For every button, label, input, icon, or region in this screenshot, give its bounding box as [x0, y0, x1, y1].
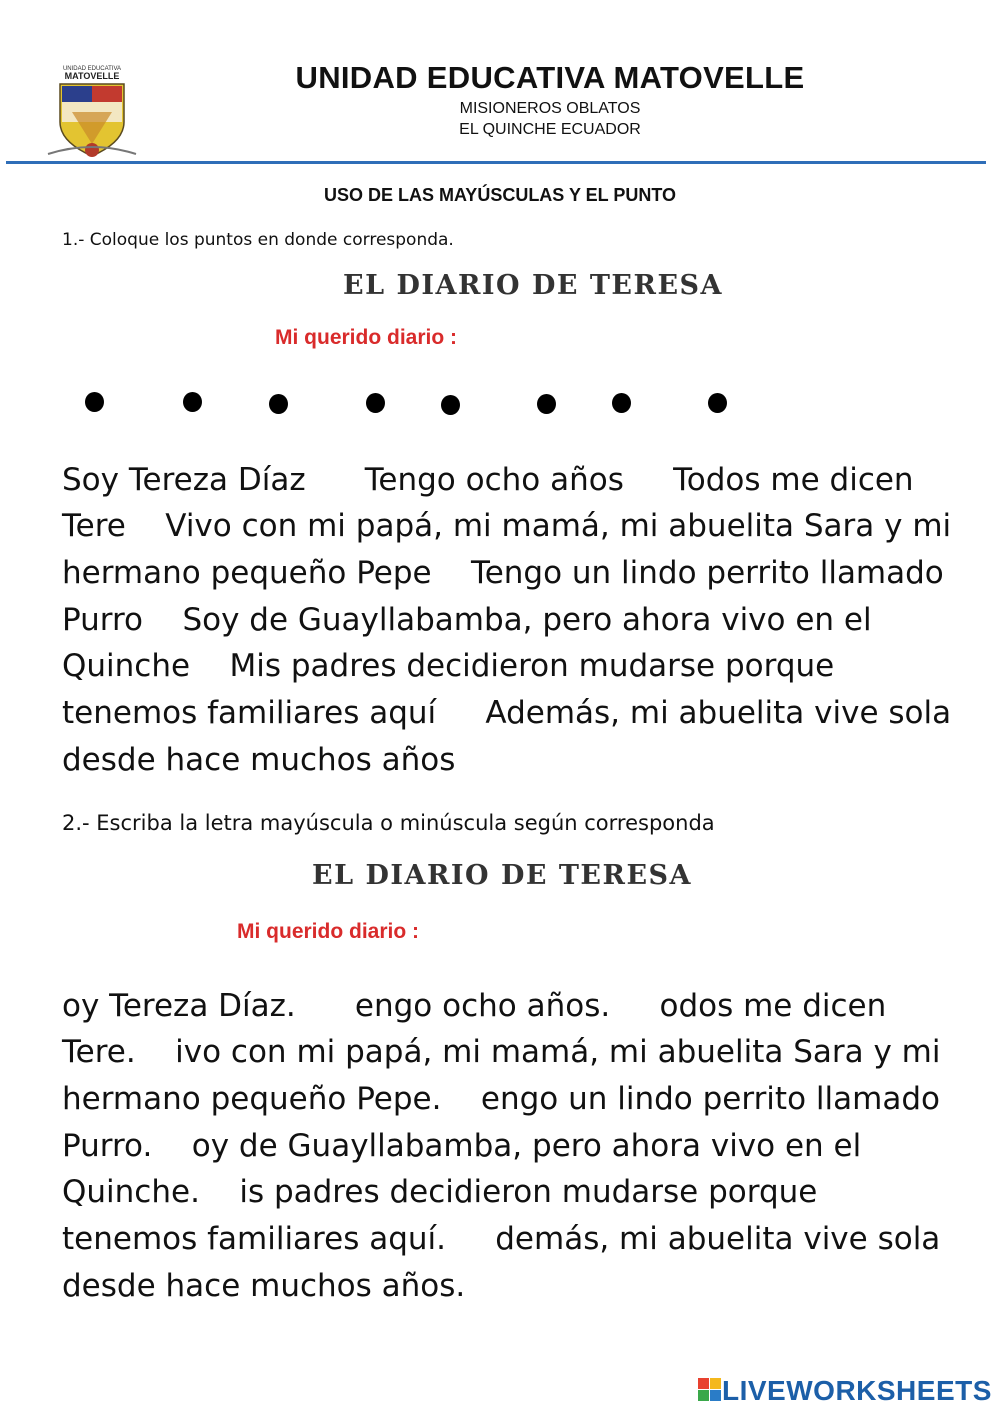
draggable-period-dot[interactable] — [708, 393, 727, 413]
draggable-period-dot[interactable] — [441, 395, 460, 415]
exercise-2-text-line: Purro. oy de Guayllabamba, pero ahora vivo en el — [62, 1128, 862, 1164]
liveworksheets-brand[interactable]: LIVEWORKSHEETS — [722, 1375, 992, 1406]
exercise-1-text-line: desde hace muchos años — [62, 742, 456, 778]
exercise-2-greeting: Mi querido diario : — [237, 920, 419, 943]
exercise-2-instruction: 2.- Escriba la letra mayúscula o minúscula según corresponda — [62, 811, 715, 835]
exercise-1-text-line: Quinche Mis padres decidieron mudarse porque — [62, 648, 835, 684]
exercise-1-text-line: Tere Vivo con mi papá, mi mamá, mi abuelita Sara y mi — [62, 508, 952, 544]
exercise-1-text-line: Purro Soy de Guayllabamba, pero ahora vivo en el — [62, 602, 872, 638]
header-divider — [6, 161, 986, 164]
worksheet-title: USO DE LAS MAYÚSCULAS Y EL PUNTO — [323, 185, 677, 205]
draggable-period-dot[interactable] — [85, 392, 104, 412]
exercise-2-text-line: desde hace muchos años. — [62, 1268, 466, 1304]
exercise-1-text-line: hermano pequeño Pepe Tengo un lindo perrito llamado — [62, 555, 944, 591]
exercise-1-instruction: 1.- Coloque los puntos en donde corresponda. — [62, 230, 454, 250]
liveworksheets-logo-icon — [698, 1378, 722, 1402]
exercise-1-text-line: Soy Tereza Díaz Tengo ocho años Todos me dicen — [62, 462, 914, 498]
exercise-1-greeting: Mi querido diario : — [275, 326, 457, 349]
exercise-2-text-line: tenemos familiares aquí. demás, mi abuelita vive sola — [62, 1221, 941, 1257]
school-subtitle-2: EL QUINCHE ECUADOR — [459, 121, 641, 138]
exercise-2-diary-title: EL DIARIO DE TERESA — [312, 860, 692, 891]
exercise-2-text-line: Quinche. is padres decidieron mudarse porque — [62, 1174, 818, 1210]
logo-text-top: UNIDAD EDUCATIVA — [62, 66, 122, 72]
exercise-2-text-line: Tere. ivo con mi papá, mi mamá, mi abuelita Sara y mi — [62, 1034, 941, 1070]
school-name: UNIDAD EDUCATIVA MATOVELLE — [295, 60, 805, 95]
school-subtitle-1: MISIONEROS OBLATOS — [459, 100, 641, 117]
draggable-period-dot[interactable] — [366, 393, 385, 413]
exercise-2-text-line: hermano pequeño Pepe. engo un lindo perrito llamado — [62, 1081, 940, 1117]
exercise-1-diary-title: EL DIARIO DE TERESA — [343, 270, 723, 301]
logo-text-name: MATOVELLE — [64, 71, 120, 81]
exercise-1-text-line: tenemos familiares aquí Además, mi abuelita vive sola — [62, 695, 952, 731]
draggable-period-dot[interactable] — [537, 394, 556, 414]
draggable-period-dot[interactable] — [269, 394, 288, 414]
draggable-period-dot[interactable] — [183, 392, 202, 412]
draggable-period-dot[interactable] — [612, 393, 631, 413]
school-crest-logo — [42, 62, 142, 162]
exercise-2-text-line: oy Tereza Díaz. engo ocho años. odos me dicen — [62, 988, 887, 1024]
